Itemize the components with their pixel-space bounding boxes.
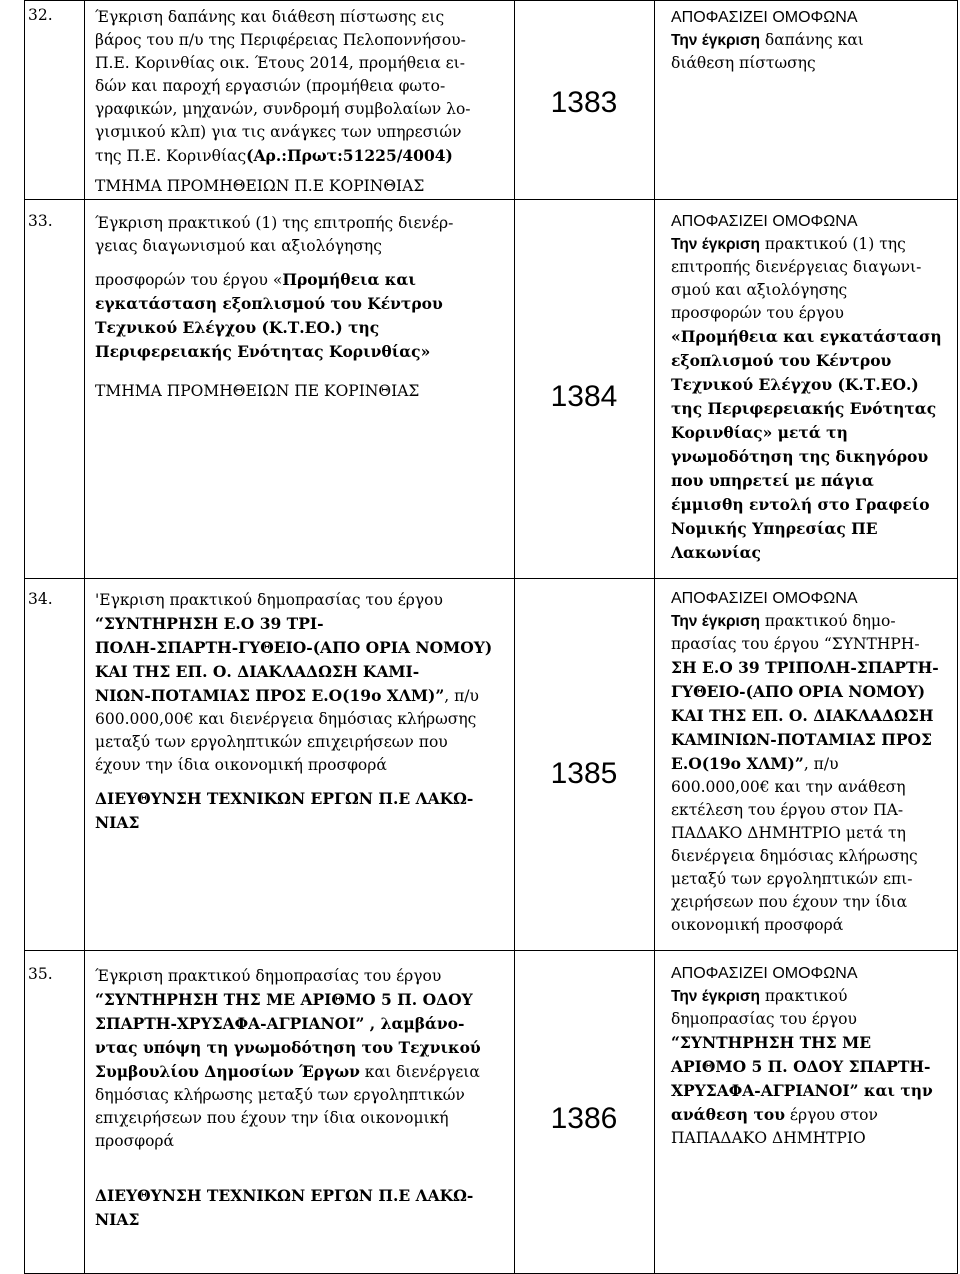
row-divider	[24, 199, 958, 200]
column-divider	[654, 0, 655, 1274]
decision-code: 1385	[550, 757, 618, 790]
decision-text: ΑΠΟΦΑΣΙΖΕΙ ΟΜΟΦΩΝΑ Την έγκριση πρακτικού δημο- πρασίας του έργου “ΣΥΝΤΗΡΗ- ΣΗ Ε.Ο 39 ΤΡΙΠΟΛΗ-ΣΠΑΡΤΗ- ΓΥΘΕΙΟ-(ΑΠΟ ΟΡΙΑ ΝΟΜΟΥ) ΚΑΙ ΤΗΣ ΕΠ. Ο. ΔΙΑΚΛΑΔΩΣΗ ΚΑΜΙΝΙΩΝ-ΠΟΤΑΜΙΑΣ ΠΡΟΣ Ε.Ο(19ο ΧΛΜ)”, π/υ 600.000,00€ και την ανάθεση εκτέλεση του έργου στον ΠΑ- ΠΑΔΑΚΟ ΔΗΜΗΤΡΙΟ μετά τη διενέργεια δημόσιας κλήρωσης μεταξύ των εργοληπτικών επι- χειρήσεων που έχουν την ίδια οικονομική προσφορά	[671, 587, 945, 937]
department-label: ΔΙΕΥΘΥΝΣΗ ΤΕΧΝΙΚΩΝ ΕΡΓΩΝ Π.Ε ΛΑΚΩ-	[95, 789, 474, 808]
department-block	[95, 1184, 507, 1232]
decision-heading: ΑΠΟΦΑΣΙΖΕΙ ΟΜΟΦΩΝΑ	[671, 965, 858, 982]
decision-code: 1384	[550, 380, 618, 413]
row-divider	[24, 950, 958, 951]
item-description: Έγκριση δαπάνης και διάθεση πίστωσης εις βάρος του π/υ της Περιφέρειας Πελοποννήσου- Π.Ε. Κορινθίας οικ. Έτους 2014, προμήθεια ει- δών και παροχή εργασιών (προμήθεια φωτο- γραφικών, μηχανών, συνδρομή συμβολαίων λο- γισμικού κλπ) για τις ανάγκες των υπηρεσιών της Π.Ε. Κορινθίας(Αρ.:Πρωτ:51225/4004)	[95, 8, 471, 165]
decision-code: 1386	[550, 1102, 618, 1135]
department-label: ΤΜΗΜΑ ΠΡΟΜΗΘΕΙΩΝ Π.Ε ΚΟΡΙΝΘΙΑΣ	[95, 177, 425, 195]
item-description: Έγκριση πρακτικού δημοπρασίας του έργου “ΣΥΝΤΗΡΗΣΗ ΤΗΣ ΜΕ ΑΡΙΘΜΟ 5 Π. ΟΔΟΥ ΣΠΑΡΤΗ-ΧΡΥΣΑΦΑ-ΑΓΡΙΑΝΟΙ” , λαμβάνο- ντας υπόψη τη γνωμοδότηση του Τεχνικού Συμβουλίου Δημοσίων Έργων και διενέργεια δημόσιας κλήρωσης μεταξύ των εργοληπτικών επιχειρήσεων που έχουν την ίδια οικονομική προσφορά	[95, 967, 481, 1150]
column-divider	[514, 0, 515, 1274]
decision-heading: ΑΠΟΦΑΣΙΖΕΙ ΟΜΟΦΩΝΑ	[671, 213, 858, 230]
department-label: ΔΙΕΥΘΥΝΣΗ ΤΕΧΝΙΚΩΝ ΕΡΓΩΝ Π.Ε ΛΑΚΩ-	[95, 1186, 474, 1205]
column-divider	[84, 0, 85, 1274]
decision-heading: ΑΠΟΦΑΣΙΖΕΙ ΟΜΟΦΩΝΑ	[671, 590, 858, 607]
item-number: 33.	[28, 212, 53, 230]
row-divider	[24, 0, 958, 1]
item-number: 32.	[28, 6, 53, 24]
row-divider	[24, 578, 958, 579]
decision-text: ΑΠΟΦΑΣΙΖΕΙ ΟΜΟΦΩΝΑ Την έγκριση πρακτικού δημοπρασίας του έργου “ΣΥΝΤΗΡΗΣΗ ΤΗΣ ΜΕ ΑΡΙΘΜΟ 5 Π. ΟΔΟΥ ΣΠΑΡΤΗ- ΧΡΥΣΑΦΑ-ΑΓΡΙΑΝΟΙ” και την ανάθεση του έργου στον ΠΑΠΑΔΑΚΟ ΔΗΜΗΤΡΙΟ	[671, 962, 945, 1150]
decision-text: ΑΠΟΦΑΣΙΖΕΙ ΟΜΟΦΩΝΑ Την έγκριση πρακτικού (1) της επιτροπής διενέργειας διαγωνι- σμού και αξιολόγησης προσφορών του έργου «Προμήθεια και εγκατάσταση εξοπλισμού του Κέντρου Τεχνικού Ελέγχου (Κ.Τ.ΕΟ.) της Περιφερειακής Ενότητας Κορινθίας» μετά τη γνωμοδότηση της δικηγόρου που υπηρετεί με πάγια έμμισθη εντολή στο Γραφείο Νομικής Υπηρεσίας ΠΕ Λακωνίας	[671, 210, 945, 565]
decision-heading: ΑΠΟΦΑΣΙΖΕΙ ΟΜΟΦΩΝΑ	[671, 9, 858, 26]
department-label: ΝΙΑΣ	[95, 813, 140, 832]
item-number: 34.	[28, 590, 53, 608]
decision-code: 1383	[550, 86, 618, 119]
item-number: 35.	[28, 965, 53, 983]
department-label: ΝΙΑΣ	[95, 1210, 140, 1229]
item-description: Έγκριση πρακτικού (1) της επιτροπής διενέρ- γειας διαγωνισμού και αξιολόγησης προσφορών του έργου «Προμήθεια και εγκατάσταση εξοπλισμού του Κέντρου Τεχνικού Ελέγχου (Κ.Τ.ΕΟ.) της Περιφερειακής Ενότητας Κορινθίας»	[95, 214, 454, 361]
item-description: 'Εγκριση πρακτικού δημοπρασίας του έργου “ΣΥΝΤΗΡΗΣΗ Ε.Ο 39 ΤΡΙ- ΠΟΛΗ-ΣΠΑΡΤΗ-ΓΥΘΕΙΟ-(ΑΠΟ ΟΡΙΑ ΝΟΜΟΥ) ΚΑΙ ΤΗΣ ΕΠ. Ο. ΔΙΑΚΛΑΔΩΣΗ ΚΑΜΙ- ΝΙΩΝ-ΠΟΤΑΜΙΑΣ ΠΡΟΣ Ε.Ο(19ο ΧΛΜ)”, π/υ 600.000,00€ και διενέργεια δημόσιας κλήρωσης μεταξύ των εργοληπτικών επιχειρήσεων που έχουν την ίδια οικονομική προσφορά ΔΙΕΥΘΥΝΣΗ ΤΕΧΝΙΚΩΝ ΕΡΓΩΝ Π.Ε ΛΑΚΩ- ΝΙΑΣ	[95, 591, 493, 832]
department-label: ΤΜΗΜΑ ΠΡΟΜΗΘΕΙΩΝ ΠΕ ΚΟΡΙΝΘΙΑΣ	[95, 382, 420, 400]
decision-text: ΑΠΟΦΑΣΙΖΕΙ ΟΜΟΦΩΝΑ Την έγκριση δαπάνης και διάθεση πίστωσης	[671, 6, 945, 75]
